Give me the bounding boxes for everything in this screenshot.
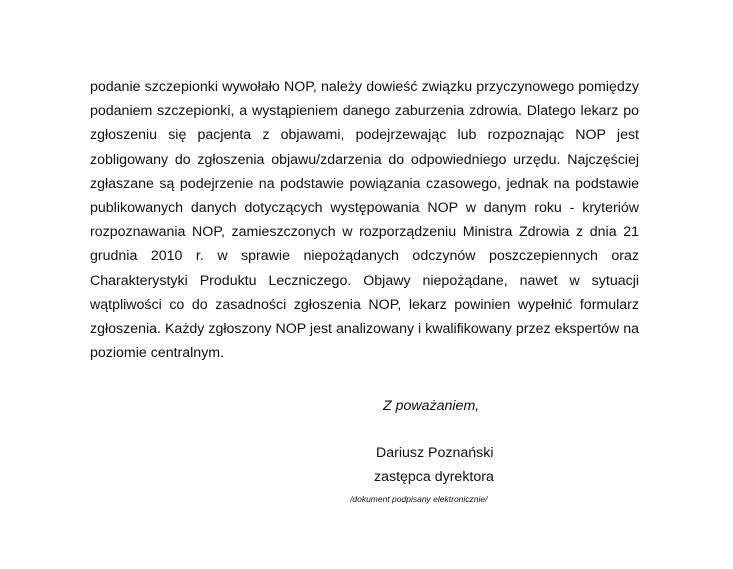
body-line-8: grudnia 2010 r. w sprawie niepożądanych odczynów poszczepiennych oraz <box>90 248 639 265</box>
body-line-1: podanie szczepionki wywołało NOP, należy dowieść związku przyczynowego pomiędzy <box>90 79 639 95</box>
electronic-signature-note: /dokument podpisany elektronicznie/ <box>350 494 488 504</box>
body-line-6: publikowanych danych dotyczących występowania NOP w danym roku - kryteriów <box>90 199 639 216</box>
body-line-10: wątpliwości co do zasadności zgłoszenia NOP, lekarz powinien wypełnić formularz <box>90 296 639 313</box>
body-line-12: poziomie centralnym. <box>90 345 225 362</box>
body-line-11: zgłoszenia. Każdy zgłoszony NOP jest analizowany i kwalifikowany przez ekspertów na <box>90 320 639 337</box>
signer-name: Dariusz Poznański <box>376 445 494 461</box>
signer-title: zastępca dyrektora <box>374 469 494 485</box>
body-line-5: zgłaszane są podejrzenie na podstawie powiązania czasowego, jednak na podstawie <box>90 175 639 192</box>
body-line-3: zgłoszeniu się pacjenta z objawami, podejrzewając lub rozpoznając NOP jest <box>90 127 639 144</box>
body-line-4: zobligowany do zgłoszenia objawu/zdarzenia do odpowiedniego urzędu. Najczęściej <box>90 151 639 168</box>
letter-body <box>90 75 639 365</box>
body-line-7: rozpoznawania NOP, zamieszczonych w rozporządzeniu Ministra Zdrowia z dnia 21 <box>90 224 639 241</box>
body-line-2: podaniem szczepionki, a wystąpieniem danego zaburzenia zdrowia. Dlatego lekarz po <box>90 103 639 120</box>
closing-salutation: Z poważaniem, <box>383 398 480 414</box>
body-line-9: Charakterystyki Produktu Leczniczego. Objawy niepożądane, nawet w sytuacji <box>90 272 639 289</box>
